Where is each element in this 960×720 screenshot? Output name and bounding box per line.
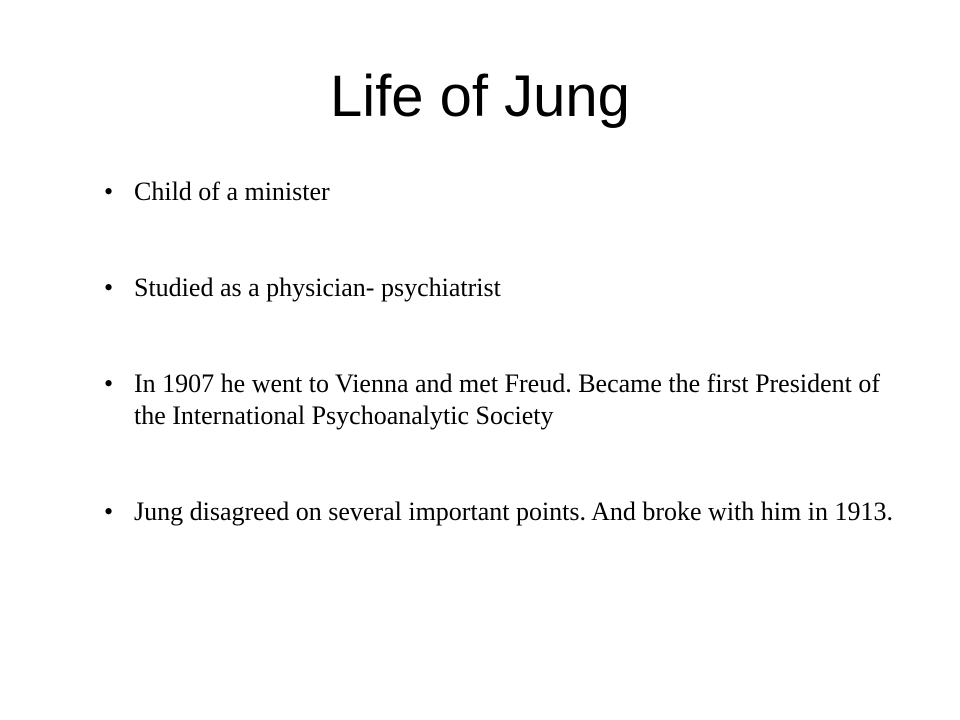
bullet-icon: •: [104, 273, 114, 302]
bullet-item: [104, 496, 904, 528]
bullet-icon: •: [104, 177, 114, 206]
bullet-text: In 1907 he went to Vienna and met Freud. Became the first President of the International Psychoanalytic Society: [134, 369, 880, 430]
bullet-item: [104, 272, 904, 304]
bullet-list: [104, 176, 904, 592]
bullet-item: [104, 368, 904, 432]
bullet-item: [104, 176, 904, 208]
bullet-text: Studied as a physician- psychiatrist: [134, 273, 501, 302]
bullet-text: Jung disagreed on several important points. And broke with him in 1913.: [134, 497, 893, 526]
bullet-text: Child of a minister: [134, 177, 330, 206]
bullet-icon: •: [104, 369, 114, 398]
slide-title: Life of Jung: [330, 64, 630, 129]
bullet-icon: •: [104, 497, 114, 526]
